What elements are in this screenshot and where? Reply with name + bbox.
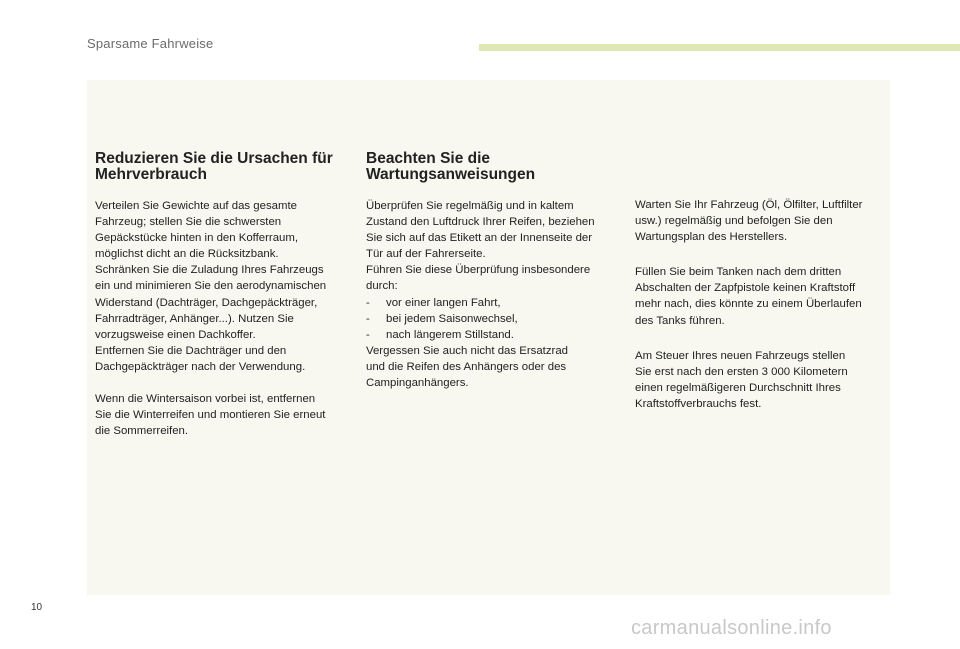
list-item: - vor einer langen Fahrt, — [366, 296, 501, 309]
paragraph-tyre-pressure: Überprüfen Sie regelmäßig und in kaltem Zustand den Luftdruck Ihrer Reifen, beziehen Sie sich auf das Etikett an der Innenseite der Tür auf der Fahrerseite. Führen Sie diese Überprüfung insbesondere durch: — [366, 200, 595, 293]
check-occasions-list — [366, 295, 616, 343]
list-item: - bei jedem Saisonwechsel, — [366, 312, 518, 325]
section-title: Sparsame Fahrweise — [87, 36, 214, 51]
heading-maintenance: Beachten Sie die Wartungsanweisungen — [366, 150, 536, 183]
column-maintenance-continued — [635, 197, 885, 412]
paragraph-new-vehicle: Am Steuer Ihres neuen Fahrzeugs stellen Sie erst nach den ersten 3 000 Kilometern einen regelmäßigeren Durchschnitt Ihres Kraftstoffverbrauchs fest. — [635, 349, 848, 410]
page-number: 10 — [31, 602, 43, 613]
paragraph-weight-distribution: Verteilen Sie Gewichte auf das gesamte Fahrzeug; stellen Sie die schwersten Gepäckstücke hinten in den Kofferraum, möglichst dicht an die Rücksitzbank. Schränken Sie die Zuladung Ihres Fahrzeugs ein und minimieren Sie den aerodynamischen Widerstand (Dachträger, Dachgepäckträger, Fahrradträger, Anhänger...). Nutzen Sie vorzugsweise einen Dachkoffer. Entfernen Sie die Dachträger und den Dachgepäckträger nach der Verwendung. — [95, 200, 327, 373]
header-accent-bar — [479, 44, 960, 51]
watermark: carmanualsonline.info — [631, 617, 832, 639]
column-maintenance — [366, 151, 616, 391]
paragraph-service-plan: Warten Sie Ihr Fahrzeug (Öl, Ölfilter, Luftfilter usw.) regelmäßig und befolgen Sie den Wartungsplan des Herstellers. — [635, 199, 863, 244]
heading-reduce-consumption: Reduzieren Sie die Ursachen für Mehrverbrauch — [95, 150, 333, 183]
paragraph-refuelling: Füllen Sie beim Tanken nach dem dritten Abschalten der Zapfpistole keinen Kraftstoff mehr nach, dies könnte zu einem Überlaufen des Tanks führen. — [635, 266, 862, 327]
column-reduce-consumption — [95, 151, 350, 439]
paragraph-spare-wheel: Vergessen Sie auch nicht das Ersatzrad und die Reifen des Anhängers oder des Campinganhängers. — [366, 344, 568, 390]
list-item: - nach längerem Stillstand. — [366, 328, 514, 341]
paragraph-winter-tyres: Wenn die Wintersaison vorbei ist, entfernen Sie die Winterreifen und montieren Sie erneut die Sommerreifen. — [95, 393, 326, 438]
